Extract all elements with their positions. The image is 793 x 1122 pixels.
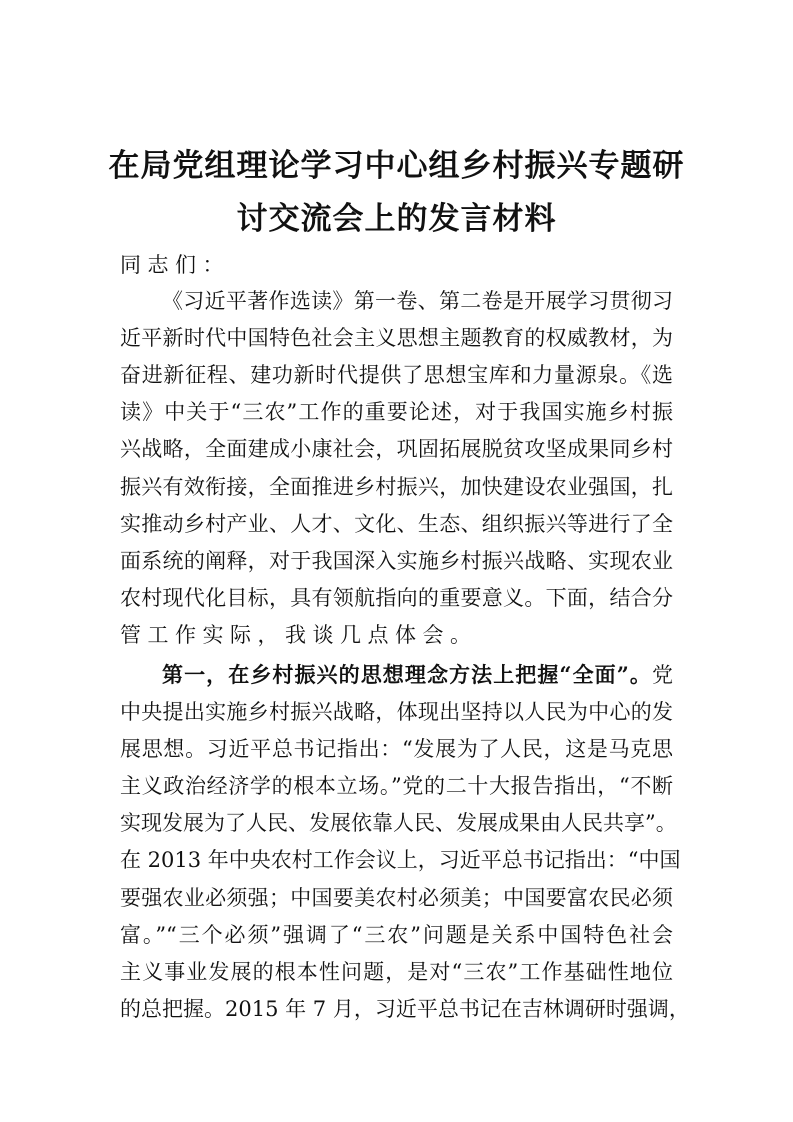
text-line: 主义政治经济学的根本立场。”党的二十大报告指出，“不断 — [120, 774, 673, 799]
text-line: 农村现代化目标，具有领航指向的重要意义。下面，结合分 — [120, 585, 673, 610]
text-line: 兴战略，全面建成小康社会，巩固拓展脱贫攻坚成果同乡村 — [120, 437, 673, 462]
text-line: 的总把握。2015 年 7 月，习近平总书记在吉林调研时强调， — [120, 996, 690, 1021]
text-line: 管工作实际，我谈几点体会。 — [120, 622, 478, 647]
paragraph-heading-line — [162, 661, 673, 689]
text-line: 展思想。习近平总书记指出：“发展为了人民，这是马克思 — [120, 737, 673, 762]
text-line: 要强农业必须强；中国要美农村必须美；中国要富农民必须 — [120, 885, 673, 910]
text-line: 实现发展为了人民、发展依靠人民、发展成果由人民共享”。 — [120, 811, 677, 836]
document-title-line-1: 在局党组理论学习中心组乡村振兴专题研 — [108, 148, 685, 184]
text-line: 近平新时代中国特色社会主义思想主题教育的权威教材，为 — [120, 326, 673, 351]
text-line: 面系统的阐释，对于我国深入实施乡村振兴战略、实现农业 — [120, 548, 673, 573]
section-heading: 第一，在乡村振兴的思想理念方法上把握“全面”。 — [162, 662, 652, 687]
text-line: 实推动乡村产业、人才、文化、生态、组织振兴等进行了全 — [120, 511, 673, 536]
text-line: 富。”“三个必须”强调了“三农”问题是关系中国特色社会 — [120, 922, 673, 947]
text-line: 在 2013 年中央农村工作会议上，习近平总书记指出：“中国 — [120, 848, 681, 873]
greeting: 同志们： — [120, 253, 230, 277]
text-line: 中央提出实施乡村振兴战略，体现出坚持以人民为中心的发 — [120, 700, 673, 724]
heading-tail-text: 党 — [651, 663, 673, 687]
text-line: 奋进新征程、建功新时代提供了思想宝库和力量源泉。《选 — [120, 363, 673, 388]
text-line: 《习近平著作选读》第一卷、第二卷是开展学习贯彻习 — [162, 289, 673, 313]
text-line: 主义事业发展的根本性问题，是对“三农”工作基础性地位 — [120, 959, 673, 984]
text-line: 振兴有效衔接，全面推进乡村振兴，加快建设农业强国，扎 — [120, 474, 673, 499]
text-line: 读》中关于“三农”工作的重要论述，对于我国实施乡村振 — [120, 400, 673, 425]
document-title-line-2: 讨交流会上的发言材料 — [236, 201, 557, 237]
